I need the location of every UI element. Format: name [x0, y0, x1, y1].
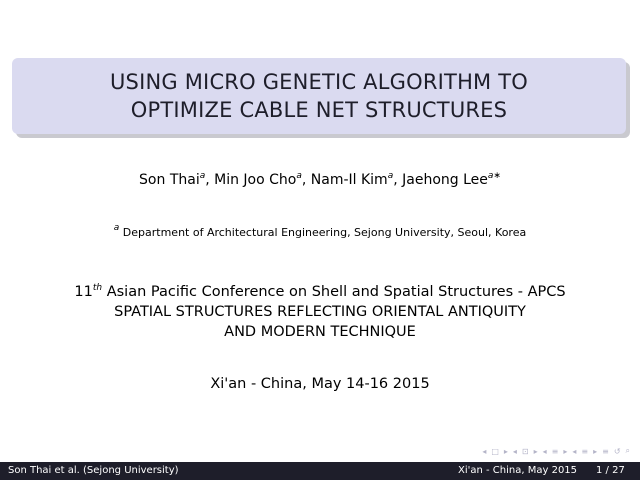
author-affiliation-mark: a	[296, 171, 302, 181]
nav-next-document-arrow-icon[interactable]: ▸	[593, 446, 598, 456]
nav-toc-icon[interactable]: ≡	[602, 446, 609, 456]
beamer-navigation-bar	[482, 446, 630, 456]
author: Son Thai$^a$,	[139, 171, 215, 188]
nav-next-subsection-arrow-icon[interactable]: ▸	[533, 446, 538, 456]
author: Min Joo Cho$^a$,	[214, 171, 311, 188]
author-affiliation-mark: a	[199, 171, 206, 181]
nav-next-section-arrow-icon[interactable]: ▸	[563, 446, 568, 456]
affiliation-text: Department of Architectural Engineering, Sejong University, Seoul, Korea	[122, 226, 527, 239]
nav-subsection-icon[interactable]: ⊡	[521, 446, 529, 456]
conference-theme-line-1: SPATIAL STRUCTURES REFLECTING ORIENTAL ANTIQUITY	[114, 304, 526, 320]
conference-theme-line-2: AND MODERN TECHNIQUE	[224, 324, 416, 340]
place-date: Xi'an - China, May 14-16 2015	[210, 376, 430, 392]
author: Nam-Il Kim$^a$,	[310, 171, 403, 188]
footer-event: Xi'an - China, May 2015	[458, 465, 578, 476]
affiliation-mark: a	[113, 223, 120, 233]
author: Jaehong Lee$^{a∗}$	[402, 171, 501, 188]
title-block	[12, 58, 626, 134]
title-line-2: OPTIMIZE CABLE NET STRUCTURES	[130, 98, 508, 122]
footer-bar	[0, 462, 640, 480]
conference-name: 11th Asian Pacific Conference on Shell and Spatial Structures - APCS	[74, 283, 566, 300]
nav-search-icon[interactable]: ⌕	[625, 446, 630, 455]
affiliation	[0, 223, 640, 239]
nav-prev-frame-arrow-icon[interactable]: ◂	[482, 446, 487, 456]
author-affiliation-mark: a∗	[487, 171, 501, 181]
author-affiliation-mark: a	[387, 171, 394, 181]
nav-prev-section-arrow-icon[interactable]: ◂	[542, 446, 547, 456]
footer-page-number: 1 / 27	[596, 465, 625, 476]
author-list	[0, 172, 640, 188]
nav-prev-subsection-arrow-icon[interactable]: ◂	[512, 446, 517, 456]
footer-author: Son Thai et al. (Sejong University)	[8, 465, 179, 476]
nav-back-icon[interactable]: ↺	[613, 446, 621, 456]
nav-section-icon[interactable]: ≡	[551, 446, 559, 456]
conference-info	[0, 282, 640, 342]
nav-prev-document-arrow-icon[interactable]: ◂	[572, 446, 577, 456]
nav-document-icon[interactable]: ≡	[581, 446, 589, 456]
nav-frame-icon[interactable]: □	[491, 446, 499, 456]
title-line-1: USING MICRO GENETIC ALGORITHM TO	[109, 70, 529, 94]
nav-next-frame-arrow-icon[interactable]: ▸	[503, 446, 508, 456]
